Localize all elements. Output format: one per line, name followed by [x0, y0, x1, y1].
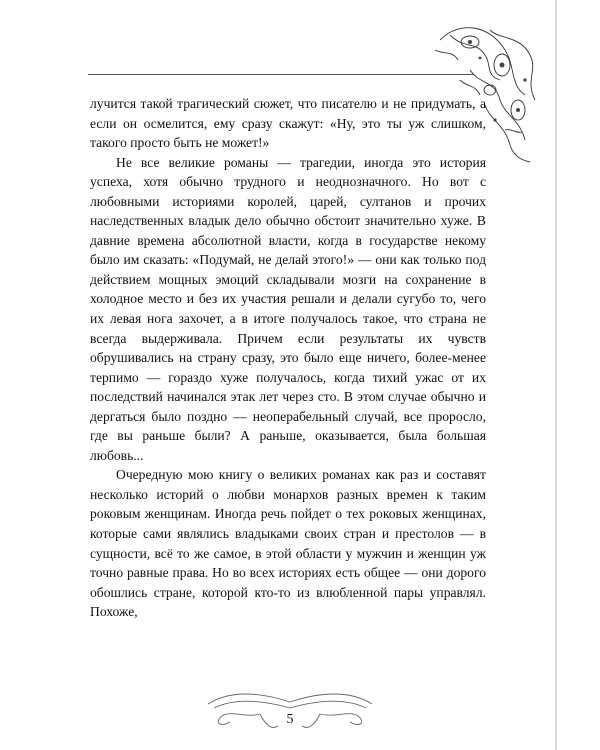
paragraph-1: лучится такой трагический сюжет, что писателю и не придумать, а если он осмелится, ему сразу скажут: «Ну, это ты уж слишком, такого просто быть не может!»	[90, 96, 486, 151]
body-text	[90, 94, 486, 622]
paragraph-2: Не все великие романы — трагедии, иногда это история успеха, хотя обычно трудного и неоднозначного. Но вот с любовными историями королей, царей, султанов и прочих наследственных владык дело обычно обстоит значительно хуже. В давние времена абсолютной власти, когда в государстве некому было им сказать: «Подумай, не делай этого!» — они как только под действием мощных эмоций складывали мозги на сохранение в холодное место и без их участия решали и делали сугубо то, чего их левая нога захочет, а в итоге получалось такое, что страна не всегда выдерживала. Причем если результаты их чувств обрушивались на страну сразу, это было еще ничего, более-менее терпимо — гораздо хуже получалось, когда тихий ужас от их последствий начинался этак лет через сто. В этом случае обычно и дергаться было поздно — неоперабельный случай, все проросло, где вы раньше были? А раньше, оказывается, была большая любовь...	[90, 154, 486, 463]
page-edge	[555, 0, 557, 750]
page-number: 5	[286, 712, 294, 727]
header-rule	[88, 74, 473, 75]
footer-ornament-icon	[200, 682, 380, 740]
paragraph-3: Очередную мою книгу о великих романах как раз и составят несколько историй о любви монархов разных времен к таким роковым женщинам. Иногда речь пойдет о тех роковых женщинах, которые сами являлись владыками своих стран и престолов — в сущности, всё то же самое, в этой области у мужчин и женщин уж точно равные права. Но во всех историях есть общее — они дорого обошлись стране, которой кто-то из влюбленной пары управлял. Похоже,	[90, 467, 486, 620]
